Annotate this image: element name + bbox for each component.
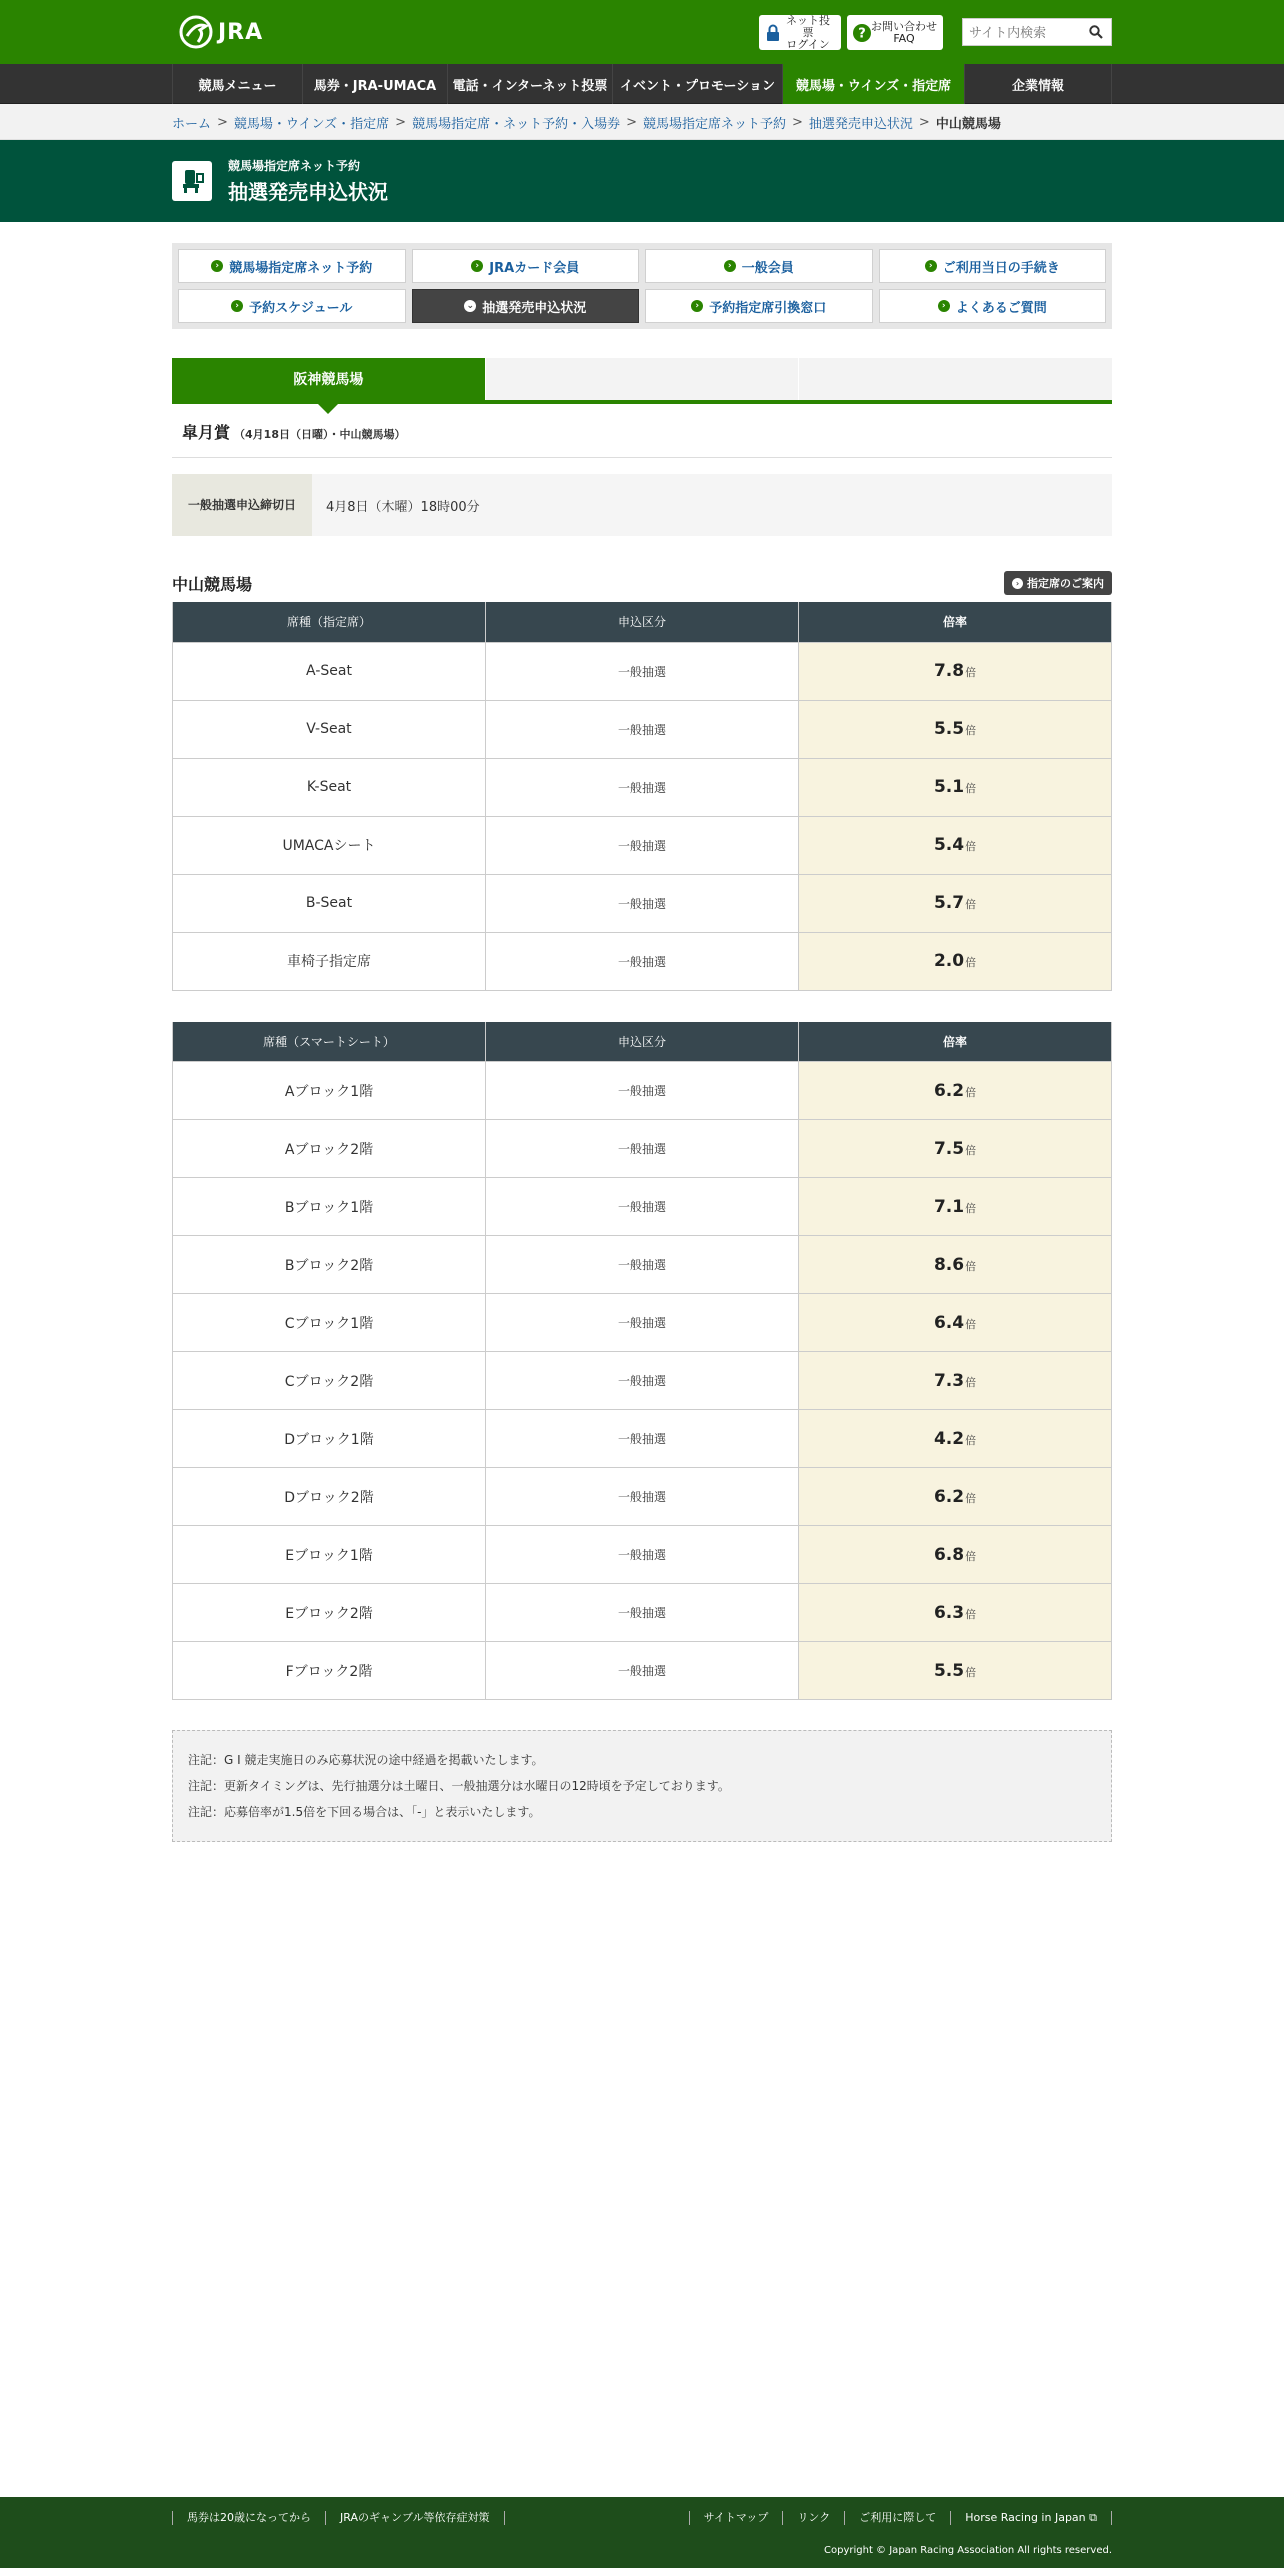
local-nav (172, 243, 1112, 329)
seat-type-cell: K-Seat (173, 758, 486, 816)
rate-value: 6.4 (933, 1312, 965, 1333)
rate-cell (799, 1062, 1112, 1120)
rate-unit: 倍 (965, 782, 977, 795)
rate-unit: 倍 (965, 1143, 977, 1157)
net-vote-login-button[interactable] (759, 15, 841, 50)
breadcrumb-separator: > (918, 114, 930, 130)
rate-cell (799, 1294, 1112, 1352)
kubun-cell: 一般抽選 (486, 1468, 799, 1526)
table-row (173, 1584, 1112, 1642)
faq-label-1: お問い合わせ (871, 19, 937, 33)
rate-value: 5.1 (933, 777, 965, 797)
col-kubun: 申込区分 (486, 602, 799, 642)
rate-value: 6.8 (933, 1544, 965, 1565)
lnav-same-day[interactable] (879, 249, 1107, 283)
rate-unit: 倍 (965, 1549, 977, 1563)
table-row (173, 1352, 1112, 1410)
tab-empty-2 (486, 358, 800, 400)
rate-value: 7.3 (933, 1370, 965, 1391)
table-row (173, 1178, 1112, 1236)
seat-type-cell: Fブロック2階 (173, 1642, 486, 1700)
table-row (173, 816, 1112, 874)
kubun-cell: 一般抽選 (486, 1120, 799, 1178)
reserved-seat-table (172, 602, 1112, 991)
lnav-lottery-status[interactable] (412, 289, 640, 323)
rate-cell (799, 758, 1112, 816)
rate-cell (799, 1584, 1112, 1642)
chevron-right-icon: › (471, 260, 483, 272)
kubun-cell: 一般抽選 (486, 642, 799, 700)
kubun-cell: 一般抽選 (486, 1178, 799, 1236)
breadcrumb-separator: > (626, 114, 637, 130)
rate-cell (799, 1120, 1112, 1178)
rate-value: 8.6 (933, 1254, 965, 1275)
rate-value: 5.5 (933, 719, 965, 739)
rate-cell (799, 700, 1112, 758)
note-line: 注記：G I 競走実施日のみ応募状況の途中経過を掲載いたします。 (188, 1753, 544, 1767)
chevron-right-icon: › (925, 260, 937, 272)
chevron-right-icon: › (691, 300, 703, 312)
kubun-cell: 一般抽選 (486, 1584, 799, 1642)
global-nav (0, 64, 1284, 104)
lnav-label: 一般会員 (741, 260, 794, 276)
gnav-item-phone-internet[interactable]: 電話・インターネット投票 (447, 64, 612, 104)
rate-cell (799, 932, 1112, 990)
rate-unit: 倍 (965, 724, 977, 737)
kubun-cell: 一般抽選 (486, 1410, 799, 1468)
rate-unit: 倍 (965, 1607, 977, 1621)
seat-icon (172, 161, 212, 201)
chevron-right-icon: › (938, 300, 950, 312)
section-title: 中山競馬場 (172, 574, 253, 594)
breadcrumb (0, 104, 1284, 140)
jra-logo-icon (178, 14, 214, 50)
notes-box (172, 1730, 1112, 1842)
breadcrumb-separator: > (792, 114, 803, 130)
rate-value: 7.5 (933, 1138, 965, 1159)
footer-link-sitemap[interactable]: サイトマップ (689, 2511, 783, 2525)
col-seat-type: 席種（スマートシート） (173, 1022, 486, 1062)
lnav-general-member[interactable] (645, 249, 873, 283)
rate-value: 5.4 (933, 835, 965, 855)
rate-unit: 倍 (965, 1259, 977, 1273)
gnav-item-corporate[interactable]: 企業情報 (964, 64, 1112, 104)
login-label-2: ログイン (786, 37, 830, 51)
race-name: 皐月賞 (182, 423, 231, 442)
external-link-icon: ⧉ (1089, 2511, 1097, 2524)
rate-value: 5.5 (933, 1660, 965, 1681)
rate-unit: 倍 (965, 840, 977, 853)
lock-icon (765, 24, 781, 42)
breadcrumb-separator: > (395, 114, 407, 130)
svg-text:?: ? (858, 26, 866, 41)
lnav-schedule[interactable] (178, 289, 406, 323)
rate-cell (799, 816, 1112, 874)
gnav-item-racecourse[interactable]: 競馬場・ウインズ・指定席 (782, 64, 964, 104)
seat-type-cell: Aブロック2階 (173, 1120, 486, 1178)
seat-guide-label: 指定席のご案内 (1027, 577, 1104, 590)
site-header (0, 0, 1284, 64)
rate-value: 6.2 (933, 1080, 965, 1101)
table-row (173, 1410, 1112, 1468)
col-rate: 倍率 (799, 1022, 1112, 1062)
page-title: 抽選発売申込状況 (228, 180, 388, 204)
page-subtitle: 競馬場指定席ネット予約 (228, 159, 361, 173)
lnav-label: 抽選発売申込状況 (482, 300, 587, 316)
kubun-cell: 一般抽選 (486, 932, 799, 990)
rate-unit: 倍 (965, 1375, 977, 1389)
kubun-cell: 一般抽選 (486, 816, 799, 874)
lnav-label: ご利用当日の手続き (942, 260, 1060, 276)
rate-unit: 倍 (965, 666, 977, 679)
rate-value: 6.2 (933, 1486, 965, 1507)
seat-type-cell: Dブロック2階 (173, 1468, 486, 1526)
lnav-exchange-window[interactable] (645, 289, 873, 323)
footer-link-label: Horse Racing in Japan (965, 2511, 1086, 2524)
question-icon (853, 24, 871, 42)
chevron-right-icon: › (1012, 578, 1023, 589)
rate-unit: 倍 (965, 1201, 977, 1215)
seat-type-cell: A-Seat (173, 642, 486, 700)
rate-cell (799, 1410, 1112, 1468)
rate-unit: 倍 (965, 1085, 977, 1099)
login-label-1: ネット投票 (786, 13, 830, 39)
seat-type-cell: UMACAシート (173, 816, 486, 874)
table-row (173, 1468, 1112, 1526)
lnav-label: よくあるご質問 (955, 300, 1047, 316)
rate-cell (799, 874, 1112, 932)
tab-hanshin[interactable]: 阪神競馬場 (172, 358, 486, 400)
deadline-label (172, 474, 312, 536)
rate-value: 2.0 (933, 951, 965, 971)
rate-cell (799, 1526, 1112, 1584)
deadline-value: 4月8日（木曜）18時00分 (312, 474, 1112, 536)
kubun-cell: 一般抽選 (486, 1642, 799, 1700)
lnav-net-reservation[interactable] (178, 249, 406, 283)
deadline-label-1: 一般抽選 (187, 497, 236, 512)
table-row (173, 932, 1112, 990)
chevron-right-icon: › (724, 260, 736, 272)
lnav-label: 競馬場指定席ネット予約 (229, 260, 373, 276)
rate-cell (799, 1236, 1112, 1294)
seat-type-cell: Eブロック2階 (173, 1584, 486, 1642)
chevron-right-icon: › (231, 300, 243, 312)
kubun-cell: 一般抽選 (486, 1294, 799, 1352)
rate-value: 4.2 (933, 1428, 965, 1449)
site-footer (0, 2497, 1284, 2568)
rate-value: 7.1 (933, 1196, 965, 1217)
table-row (173, 700, 1112, 758)
table-header-row (173, 602, 1112, 642)
race-heading (172, 404, 1112, 458)
gnav-item-keiba-menu[interactable]: 競馬メニュー (172, 64, 302, 104)
kubun-cell: 一般抽選 (486, 1352, 799, 1410)
breadcrumb-net-reservation[interactable]: 競馬場指定席ネット予約 (642, 116, 786, 132)
rate-value: 5.7 (933, 893, 965, 913)
search-input[interactable] (963, 19, 1081, 45)
table-row (173, 1642, 1112, 1700)
rate-unit: 倍 (965, 1433, 977, 1447)
gnav-item-baken[interactable]: 馬券・JRA-UMACA (302, 64, 447, 104)
lnav-label: 予約スケジュール (249, 300, 353, 316)
seat-type-cell: 車椅子指定席 (173, 932, 486, 990)
rate-cell (799, 1468, 1112, 1526)
rate-unit: 倍 (965, 1665, 977, 1679)
footer-right-links (689, 2511, 1112, 2525)
seat-type-cell: Aブロック1階 (173, 1062, 486, 1120)
table-body (173, 1062, 1112, 1700)
jra-logo[interactable] (178, 12, 278, 52)
lnav-label: JRAカード会員 (489, 260, 580, 276)
lnav-jra-card[interactable] (412, 249, 640, 283)
venue-tabs (172, 358, 1112, 404)
rate-cell (799, 1642, 1112, 1700)
deadline-box (172, 474, 1112, 536)
table-row (173, 642, 1112, 700)
footer-link-horse-racing-japan[interactable] (950, 2511, 1112, 2525)
kubun-cell: 一般抽選 (486, 874, 799, 932)
chevron-down-icon: ⌄ (464, 300, 476, 312)
smart-seat-table (172, 1022, 1112, 1701)
table-row (173, 1062, 1112, 1120)
col-rate: 倍率 (799, 602, 1112, 642)
breadcrumb-current: 中山競馬場 (935, 116, 1001, 132)
kubun-cell: 一般抽選 (486, 758, 799, 816)
search-button[interactable] (1081, 19, 1111, 45)
footer-link-age[interactable]: 馬券は20歳になってから (172, 2511, 325, 2525)
breadcrumb-racecourse[interactable]: 競馬場・ウインズ・指定席 (233, 116, 390, 132)
lnav-faq[interactable] (879, 289, 1107, 323)
copyright: Copyright © Japan Racing Association All rights reserved. (824, 2545, 1112, 2556)
lnav-label: 予約指定席引換窓口 (709, 300, 827, 316)
table-row (173, 1120, 1112, 1178)
chevron-right-icon: › (211, 260, 223, 272)
table-header-row (173, 1022, 1112, 1062)
breadcrumb-home[interactable]: ホーム (172, 116, 212, 132)
seat-type-cell: Eブロック1階 (173, 1526, 486, 1584)
seat-type-cell: V-Seat (173, 700, 486, 758)
rate-cell (799, 1352, 1112, 1410)
kubun-cell: 一般抽選 (486, 1062, 799, 1120)
table-row (173, 1236, 1112, 1294)
faq-label-2: FAQ (893, 31, 915, 45)
breadcrumb-lottery-status[interactable]: 抽選発売申込状況 (808, 116, 913, 132)
col-kubun: 申込区分 (486, 1022, 799, 1062)
note-line: 注記：更新タイミングは、先行抽選分は土曜日、一般抽選分は水曜日の12時頃を予定しております。 (188, 1779, 730, 1793)
rate-cell (799, 1178, 1112, 1236)
footer-left-links (172, 2511, 505, 2525)
note-line: 注記：応募倍率が1.5倍を下回る場合は、「-」と表示いたします。 (188, 1805, 541, 1819)
rate-unit: 倍 (965, 898, 977, 911)
logo-text: JRA (218, 19, 264, 45)
gnav-item-event[interactable]: イベント・プロモーション (612, 64, 782, 104)
site-search (962, 18, 1112, 46)
page-title-bar (0, 140, 1284, 222)
breadcrumb-seat-reservation[interactable]: 競馬場指定席・ネット予約・入場券 (412, 116, 621, 132)
seat-type-cell: Dブロック1階 (173, 1410, 486, 1468)
breadcrumb-separator: > (217, 114, 228, 130)
footer-link-gambling[interactable]: JRAのギャンブル等依存症対策 (325, 2511, 505, 2525)
seat-type-cell: Bブロック1階 (173, 1178, 486, 1236)
rate-value: 6.3 (933, 1602, 965, 1623)
main-content (172, 243, 1112, 1842)
table-row (173, 1526, 1112, 1584)
footer-link-terms[interactable]: ご利用に際して (844, 2511, 950, 2525)
rate-unit: 倍 (965, 1317, 977, 1331)
seat-guide-button[interactable] (1004, 571, 1112, 595)
rate-value: 7.8 (933, 661, 965, 681)
seat-type-cell: Cブロック2階 (173, 1352, 486, 1410)
kubun-cell: 一般抽選 (486, 700, 799, 758)
section-heading (172, 570, 1112, 596)
footer-link-links[interactable]: リンク (782, 2511, 844, 2525)
table-row (173, 1294, 1112, 1352)
col-seat-type: 席種（指定席） (173, 602, 486, 642)
seat-type-cell: B-Seat (173, 874, 486, 932)
deadline-label-2: 申込締切日 (236, 497, 297, 512)
tab-empty-3 (799, 358, 1112, 400)
table-row (173, 874, 1112, 932)
rate-unit: 倍 (965, 956, 977, 969)
rate-unit: 倍 (965, 1491, 977, 1505)
seat-type-cell: Bブロック2階 (173, 1236, 486, 1294)
seat-type-cell: Cブロック1階 (173, 1294, 486, 1352)
race-info: （4月18日（日曜）・中山競馬場） (234, 428, 406, 441)
table-body (173, 642, 1112, 990)
contact-faq-button[interactable] (847, 15, 943, 50)
search-icon (1089, 25, 1103, 39)
kubun-cell: 一般抽選 (486, 1236, 799, 1294)
table-row (173, 758, 1112, 816)
rate-cell (799, 642, 1112, 700)
kubun-cell: 一般抽選 (486, 1526, 799, 1584)
